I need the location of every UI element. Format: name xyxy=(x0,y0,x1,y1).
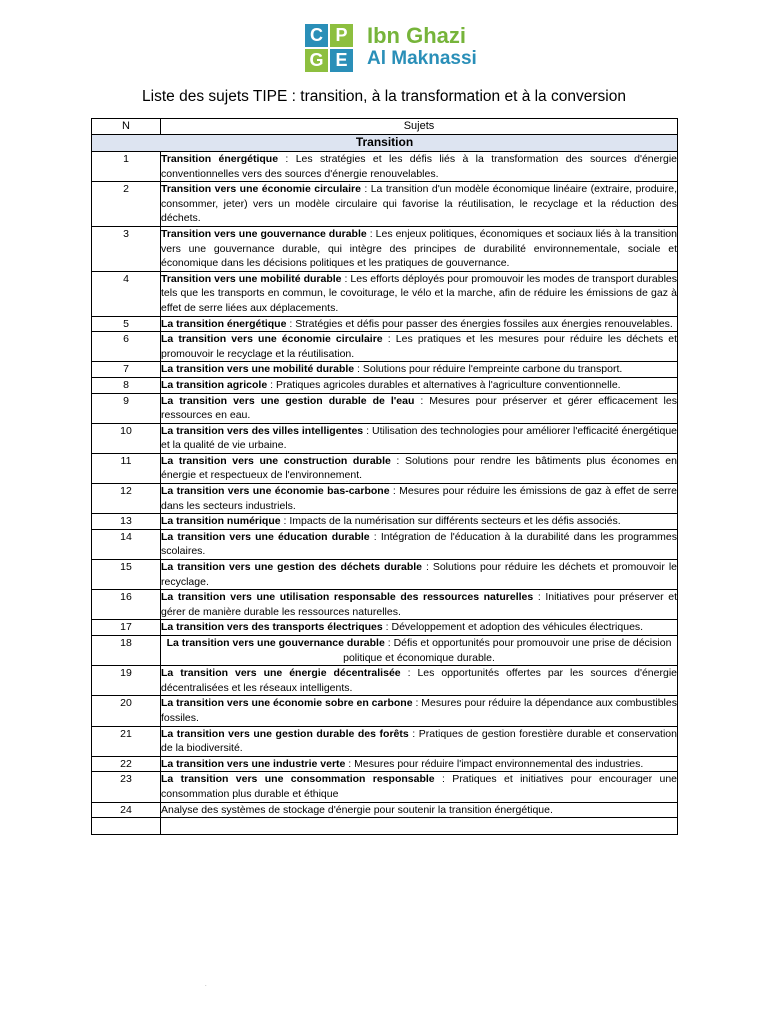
table-row xyxy=(92,316,678,332)
row-number: 18 xyxy=(92,636,161,666)
column-header-number: N xyxy=(92,119,161,135)
subject-cell xyxy=(161,636,678,666)
subject-cell xyxy=(161,560,678,590)
subject-cell xyxy=(161,332,678,362)
subject-description: : Stratégies et défis pour passer des énergies fossiles aux énergies renouvelables. xyxy=(286,317,673,330)
subject-title: La transition vers une gestion durable des forêts xyxy=(161,727,409,740)
subject-title: La transition vers une industrie verte xyxy=(161,757,346,770)
logo-letter: G xyxy=(305,49,328,72)
subject-cell xyxy=(161,484,678,514)
subject-cell xyxy=(161,529,678,559)
subject-cell xyxy=(161,756,678,772)
subject-title: La transition vers une mobilité durable xyxy=(161,363,355,376)
subject-title: Transition vers une mobilité durable xyxy=(161,272,342,285)
subject-title: La transition numérique xyxy=(161,515,281,528)
subject-description: : Les efforts déployés pour promouvoir les modes de transport durables tels que les transports en commun, le covoiturage, le vélo et la marche, afin de réduire les émissions de gaz à effet de serre liées aux déplacements. xyxy=(161,272,677,314)
section-row xyxy=(92,135,678,152)
row-number: 9 xyxy=(92,393,161,423)
row-number: 15 xyxy=(92,560,161,590)
logo-letter: P xyxy=(330,24,353,47)
table-row xyxy=(92,423,678,453)
row-number: 7 xyxy=(92,362,161,378)
subject-description: : Mesures pour réduire la dépendance aux combustibles fossiles. xyxy=(161,697,677,724)
table-row xyxy=(92,362,678,378)
subject-title: La transition vers une économie sobre en carbone xyxy=(161,697,413,710)
row-number: 13 xyxy=(92,514,161,530)
subject-description: : Pratiques agricoles durables et alternatives à l'agriculture conventionnelle. xyxy=(267,378,621,391)
table-header-row xyxy=(92,119,678,135)
subject-description: : Mesures pour préserver et gérer efficacement les ressources en eau. xyxy=(161,394,677,422)
row-number: 3 xyxy=(92,226,161,271)
table-row xyxy=(92,636,678,666)
table-row xyxy=(92,377,678,393)
empty-cell xyxy=(92,818,161,835)
row-number: 16 xyxy=(92,590,161,620)
cpge-logo xyxy=(305,24,505,74)
subject-cell xyxy=(161,152,678,182)
logo-mark xyxy=(305,24,355,74)
table-row xyxy=(92,453,678,483)
subject-cell xyxy=(161,514,678,530)
stray-mark: . xyxy=(205,982,207,988)
subject-cell xyxy=(161,666,678,696)
subject-title: La transition vers une gestion durable de l'eau xyxy=(161,394,415,407)
subject-description: : Impacts de la numérisation sur différents secteurs et les défis associés. xyxy=(280,515,621,528)
table-row xyxy=(92,271,678,316)
subject-cell xyxy=(161,226,678,271)
subject-description: : Solutions pour rendre les bâtiments plus économes en énergie et respectueux de l'environnement. xyxy=(161,454,677,482)
subject-cell xyxy=(161,590,678,620)
subject-title: La transition vers une gestion des déchets durable xyxy=(161,561,423,574)
subject-cell xyxy=(161,620,678,636)
subject-cell xyxy=(161,772,678,802)
subject-description: : Pratiques et initiatives pour encourager une consommation plus durable et éthique xyxy=(161,773,677,800)
subject-title: Transition énergétique xyxy=(161,153,279,165)
table-row xyxy=(92,529,678,559)
row-number: 6 xyxy=(92,332,161,362)
subject-title: La transition vers une utilisation responsable des ressources naturelles xyxy=(161,591,534,604)
subject-cell xyxy=(161,802,678,818)
row-number: 8 xyxy=(92,377,161,393)
subject-description: : Les stratégies et les défis liés à la transformation des sources d'énergie conventionnelles vers des sources d'énergie renouvelables. xyxy=(161,153,677,180)
subject-title: La transition agricole xyxy=(161,378,268,391)
table-row xyxy=(92,484,678,514)
table-row xyxy=(92,772,678,802)
empty-row xyxy=(92,818,678,835)
subject-description: : Intégration de l'éducation à la durabilité dans les programmes scolaires. xyxy=(161,530,677,558)
subject-cell xyxy=(161,362,678,378)
subject-cell xyxy=(161,726,678,756)
row-number: 11 xyxy=(92,453,161,483)
subject-description: : Solutions pour réduire l'empreinte carbone du transport. xyxy=(354,363,623,376)
subject-title: La transition vers une consommation responsable xyxy=(161,773,435,786)
table-row xyxy=(92,560,678,590)
subject-description: : Solutions pour réduire les déchets et promouvoir le recyclage. xyxy=(161,561,677,588)
subject-cell xyxy=(161,393,678,423)
subject-description: : Développement et adoption des véhicules électriques. xyxy=(382,621,644,634)
row-number: 10 xyxy=(92,423,161,453)
subject-title: La transition vers une éducation durable xyxy=(161,530,370,543)
table-row xyxy=(92,182,678,227)
row-number: 21 xyxy=(92,726,161,756)
subject-title: La transition vers des transports électriques xyxy=(161,621,383,634)
table-row xyxy=(92,590,678,620)
table-row xyxy=(92,696,678,726)
table-row xyxy=(92,756,678,772)
subject-title: La transition vers une économie bas-carbone xyxy=(161,485,390,498)
row-number: 2 xyxy=(92,182,161,227)
row-number: 24 xyxy=(92,802,161,818)
subject-description: : Mesures pour réduire l'impact environnemental des industries. xyxy=(345,757,644,770)
subject-title: La transition énergétique xyxy=(161,317,287,330)
row-number: 4 xyxy=(92,271,161,316)
row-number: 14 xyxy=(92,529,161,559)
subject-description: : Initiatives pour préserver et gérer de manière durable les ressources naturelles. xyxy=(161,591,677,618)
table-row xyxy=(92,332,678,362)
subject-title: Transition vers une gouvernance durable xyxy=(161,227,367,240)
subject-cell xyxy=(161,271,678,316)
table-row xyxy=(92,726,678,756)
logo-name-line2: Al Maknassi xyxy=(367,48,477,69)
subject-description: : Les opportunités offertes par les sources d'énergie décentralisées et les réseaux intelligents. xyxy=(161,667,677,694)
subject-cell xyxy=(161,453,678,483)
subject-cell xyxy=(161,377,678,393)
table-row xyxy=(92,802,678,818)
subject-description: : Les pratiques et les mesures pour réduire les déchets et promouvoir le recyclage et la réutilisation. xyxy=(161,333,678,360)
row-number: 22 xyxy=(92,756,161,772)
row-number: 1 xyxy=(92,152,161,182)
row-number: 20 xyxy=(92,696,161,726)
subject-title: La transition vers une construction durable xyxy=(161,454,391,467)
subject-cell xyxy=(161,182,678,227)
row-number: 12 xyxy=(92,484,161,514)
table-row xyxy=(92,393,678,423)
row-number: 17 xyxy=(92,620,161,636)
table-row xyxy=(92,226,678,271)
subject-title: La transition vers une énergie décentralisée xyxy=(161,667,401,680)
subject-title: La transition vers une économie circulaire xyxy=(161,333,383,346)
subject-description: : Les enjeux politiques, économiques et sociaux liés à la transition vers une gouvernance durable, qui intègre des principes de durabilité environnementale, sociale et économique dans les décisions politiques et les pratiques de gouvernance. xyxy=(161,227,677,270)
subject-description: : Pratiques de gestion forestière durable et conservation de la biodiversité. xyxy=(161,727,677,755)
subjects-table xyxy=(91,118,678,835)
table-row xyxy=(92,666,678,696)
empty-cell xyxy=(161,818,678,835)
section-title: Transition xyxy=(92,135,678,152)
column-header-subject: Sujets xyxy=(161,119,678,135)
subject-cell xyxy=(161,696,678,726)
table-row xyxy=(92,514,678,530)
row-number: 19 xyxy=(92,666,161,696)
subject-cell xyxy=(161,316,678,332)
row-number: 5 xyxy=(92,316,161,332)
subject-title: Transition vers une économie circulaire xyxy=(161,183,361,196)
subject-description: : Utilisation des technologies pour améliorer l'efficacité énergétique et la qualité de vie urbaine. xyxy=(161,424,677,452)
subject-description: : Défis et opportunités pour promouvoir une prise de décision politique et économique durable. xyxy=(343,637,672,664)
subject-description: : Mesures pour réduire les émissions de gaz à effet de serre dans les secteurs industriels. xyxy=(161,485,677,512)
subject-cell xyxy=(161,423,678,453)
subject-title: La transition vers une gouvernance durable xyxy=(166,637,385,649)
subject-description: Analyse des systèmes de stockage d'énergie pour soutenir la transition énergétique. xyxy=(161,803,553,816)
table-row xyxy=(92,152,678,182)
subject-description: : La transition d'un modèle économique linéaire (extraire, produire, consommer, jeter) vers un modèle circulaire qui favorise la réutilisation, le recyclage et la réduction des déchets. xyxy=(161,183,677,225)
row-number: 23 xyxy=(92,772,161,802)
subject-title: La transition vers des villes intelligentes xyxy=(161,424,364,437)
page-title: Liste des sujets TIPE : transition, à la transformation et à la conversion xyxy=(142,88,626,105)
logo-letter: C xyxy=(305,24,328,47)
table-row xyxy=(92,620,678,636)
logo-name-line1: Ibn Ghazi xyxy=(367,23,466,48)
logo-letter: E xyxy=(330,49,353,72)
